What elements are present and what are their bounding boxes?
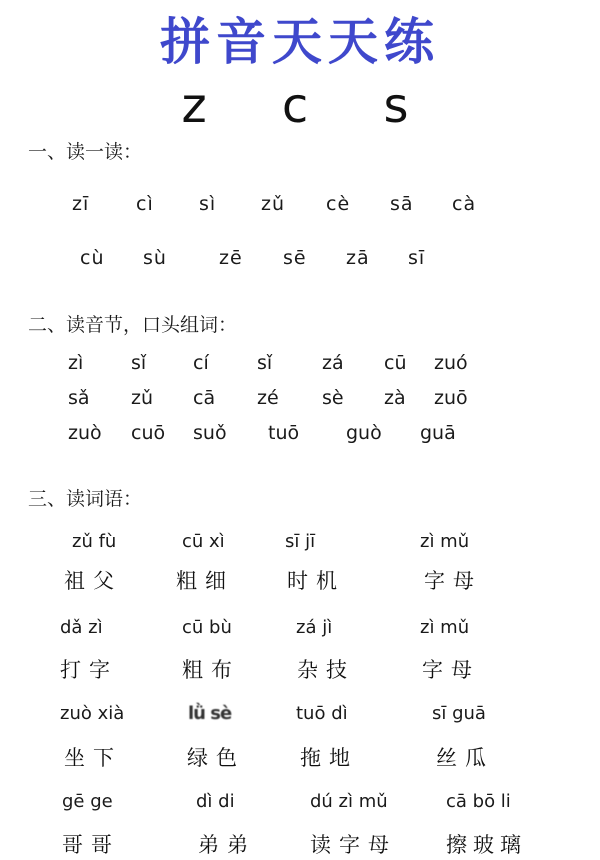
page-title: 拼音天天练 [160, 13, 440, 71]
word-hanzi: 杂技 [297, 658, 355, 682]
syllable: zǔ [261, 193, 286, 215]
word-pinyin: cā bō li [446, 791, 511, 812]
syllable: zé [257, 387, 279, 409]
syllable: cè [326, 193, 351, 215]
syllable: sǎ [68, 387, 90, 409]
syllable: cì [136, 193, 154, 215]
word-hanzi: 粗细 [176, 569, 234, 593]
word-pinyin: tuō dì [296, 703, 348, 724]
syllable: guò [346, 422, 382, 444]
word-hanzi: 时机 [287, 569, 345, 593]
word-hanzi: 拖地 [300, 746, 358, 770]
word-pinyin: cū bù [182, 617, 232, 638]
word-hanzi: 弟弟 [198, 833, 256, 857]
syllable: zuò [68, 422, 102, 444]
syllable: sā [390, 193, 414, 215]
word-pinyin: zì mǔ [420, 531, 470, 552]
word-hanzi: 绿色 [187, 746, 245, 770]
word-hanzi: 打字 [60, 658, 118, 682]
word-pinyin: sī jī [285, 531, 316, 552]
word-hanzi: 擦玻璃 [446, 833, 527, 857]
syllable: guā [420, 422, 456, 444]
syllable: cí [193, 352, 209, 374]
word-pinyin: dǎ zì [60, 617, 103, 638]
syllable: sǐ [257, 352, 273, 374]
syllable: tuō [268, 422, 300, 444]
word-pinyin: dú zì mǔ [310, 791, 388, 812]
word-hanzi: 字母 [424, 569, 482, 593]
syllable: sǐ [131, 352, 147, 374]
syllable: zā [346, 247, 370, 269]
syllable: cū [384, 352, 407, 374]
word-pinyin: zǔ fù [72, 531, 117, 552]
syllable: sì [199, 193, 217, 215]
word-pinyin: zì mǔ [420, 617, 470, 638]
syllable: cù [80, 247, 105, 269]
syllable: zuō [434, 387, 468, 409]
word-hanzi: 哥哥 [62, 833, 120, 857]
syllable: zē [219, 247, 243, 269]
syllable: sù [143, 247, 167, 269]
section1-heading: 一、读一读： [28, 141, 143, 163]
syllable: zá [322, 352, 344, 374]
syllable: sī [408, 247, 426, 269]
syllable: zì [68, 352, 84, 374]
word-hanzi: 坐下 [64, 746, 122, 770]
word-pinyin: zá jì [296, 617, 333, 638]
section2-heading: 二、读音节，口头组词： [28, 314, 238, 336]
word-pinyin: cū xì [182, 531, 225, 552]
page-subtitle: z c s [181, 78, 439, 134]
syllable: zà [384, 387, 406, 409]
word-hanzi: 读字母 [310, 833, 397, 857]
syllable: sē [283, 247, 307, 269]
word-hanzi: 字母 [422, 658, 480, 682]
syllable: zī [72, 193, 90, 215]
syllable: cā [193, 387, 216, 409]
section3-heading: 三、读词语： [28, 488, 143, 510]
word-hanzi: 丝瓜 [436, 746, 494, 770]
syllable: zuó [434, 352, 468, 374]
syllable: suǒ [193, 422, 227, 444]
syllable: sè [322, 387, 344, 409]
word-pinyin-smudged: lǜ sè [188, 703, 232, 724]
word-hanzi: 粗布 [182, 658, 240, 682]
word-hanzi: 祖父 [64, 569, 122, 593]
syllable: cà [452, 193, 477, 215]
word-pinyin: sī guā [432, 703, 486, 724]
word-pinyin: zuò xià [60, 703, 125, 724]
syllable: zǔ [131, 387, 154, 409]
word-pinyin: dì di [196, 791, 235, 812]
syllable: cuō [131, 422, 166, 444]
word-pinyin: gē ge [62, 791, 113, 812]
